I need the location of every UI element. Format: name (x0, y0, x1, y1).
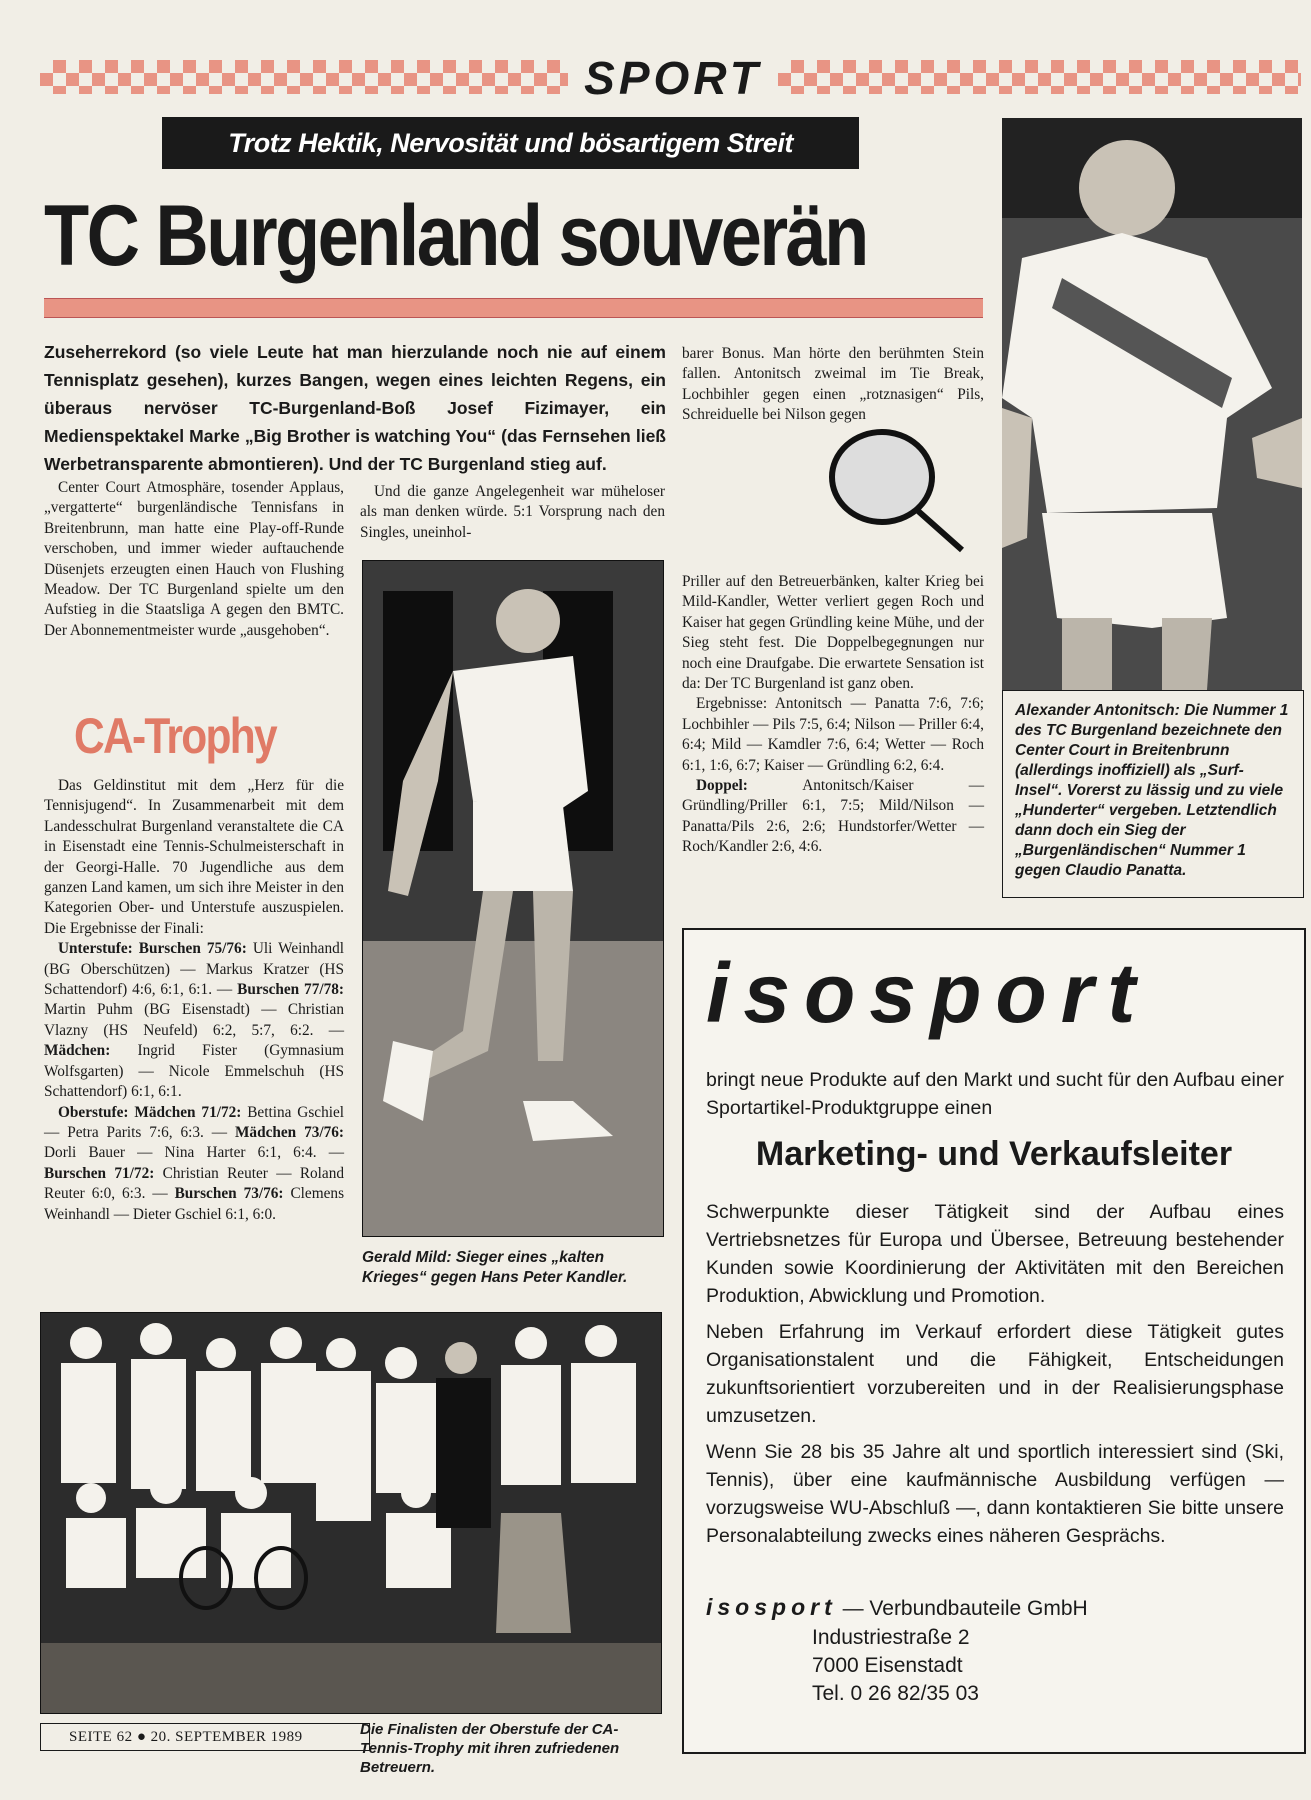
article-lead: Zuseherrekord (so viele Leute hat man hierzulande noch nie auf einem Tennisplatz gesehen), kurzes Bangen, wegen eines leichten Regens, ein überaus nervöser TC-Burgenland-Boß Josef Fizimayer, ein Medienspektakel Marke „Big Brother is watching You“ (das Fernsehen ließ Werbetransparente abmontieren). Und der TC Burgenland stieg auf. (44, 342, 666, 474)
trophy-intro: Das Geldinstitut mit dem „Herz für die Tennisjugend“. In Zusammenarbeit mit dem Landesschulrat Burgenland veranstaltete die CA in Eisenstadt eine Tennis-Schulmeisterschaft in der Georgi-Halle. 70 Jugendliche aus dem ganzen Land kamen, um sich ihre Meister in den Kategorien Ober- und Unterstufe auszuspielen. Die Ergebnisse der Finali: (44, 777, 344, 937)
article-results: Ergebnisse: Antonitsch — Panatta 7:6, 7:6; Lochbihler — Pils 7:5, 6:4; Nilson — Priller 6:4, 6:4; Mild — Kamdler 7:6, 6:4; Wetter — Roch 6:1, 1:6, 6:7; Kaiser — Gründling 6:2, 6:4. (682, 695, 984, 774)
article-col2-text: Und die ganze Angelegenheit war müheloser als man denken würde. 5:1 Vorsprung nach den Singles, uneinhol- (360, 483, 665, 541)
ad-city: 7000 Eisenstadt (812, 1654, 963, 1677)
caption-mild: Gerald Mild: Sieger eines „kalten Krieges“ gegen Hans Peter Kandler. (362, 1249, 628, 1286)
player-mild-illustration (363, 561, 663, 1236)
ad-company (706, 1592, 1296, 1624)
group-illustration (41, 1313, 661, 1713)
article-col3-main-text: Priller auf den Betreuerbänken, kalter Krieg bei Mild-Kandler, Wetter verliert gegen Roch und Kaiser hat gegen Gründling keine Mühe, und der Sieg steht fest. Die Doppelbegegnungen nur noch eine Draufgabe. Die erwartete Sensation ist da: Der TC Burgenland ist ganz oben. (682, 573, 984, 693)
ad-p2: Neben Erfahrung im Verkauf erfordert diese Tätigkeit gutes Organisationstalent und die Fähigkeit, Entscheidungen zukunftsorientiert vorzubereiten und in der Realisierungsphase umzusetzen. (706, 1321, 1284, 1427)
ad-street: Industriestraße 2 (812, 1626, 970, 1649)
trophy-ober-2-label: Mädchen 73/76: (234, 1123, 345, 1141)
kicker: Trotz Hektik, Nervosität und bösartigem Streit (162, 117, 859, 169)
ad-position: Marketing- und Verkaufsleiter (755, 1135, 1233, 1173)
article-col3-top (682, 344, 984, 426)
article-doubles-label: Doppel: (696, 777, 748, 795)
trophy-ober-1: Bettina Gschiel — Petra Parits 7:6, 6:3. — (44, 1103, 345, 1141)
photo-antonitsch (1002, 118, 1302, 690)
checker-band-right (778, 60, 1301, 94)
ad-p1: Schwerpunkte dieser Tätigkeit sind der Aufbau eines Vertriebsnetzes für Europa und Übersee, Betreuung bestehender Kunden sowie Koordinierung der Aktivitäten mit den Bereichen Produktion, Abwicklung und Promotion. (706, 1201, 1284, 1307)
trophy-ober-3: Christian Reuter — Roland Reuter 6:0, 6:3. — (44, 1164, 345, 1203)
trophy-ober-3-label: Burschen 71/72: (44, 1164, 155, 1182)
article-doubles: Antonitsch/Kaiser — Gründling/Priller 6:1, 7:5; Mild/Nilson — Panatta/Pils 2:6, 2:6; Hundstorfer/Wetter — Roch/Kandler 2:6, 4:6. (682, 777, 984, 856)
article-doubles-para (682, 776, 984, 858)
trophy-ober-label: Oberstufe: Mädchen 71/72: (58, 1103, 242, 1121)
article-col3-top-text: barer Bonus. Man hörte den berühmten Stein fallen. Antonitsch zweimal im Tie Break, Lochbihler gegen einen „rotznasigen“ Pils, Schreiduelle bei Nilson gegen (682, 345, 984, 424)
trophy-ober-2: Dorli Bauer — Nina Harter 6:1, 6:4. — (44, 1144, 344, 1162)
caption-group: Die Finalisten der Oberstufe der CA-Tennis-Trophy mit ihren zufriedenen Betreuern. (360, 1721, 620, 1776)
photo-group (40, 1312, 662, 1714)
player-antonitsch-illustration (1002, 118, 1302, 690)
isosport-ad (682, 928, 1306, 1754)
ad-p3: Wenn Sie 28 bis 35 Jahre alt und sportlich interessiert sind (Ski, Tennis), über eine kaufmännische Ausbildung verfügen — vorzugsweise WU-Abschluß —, dann kontaktieren Sie bitte unsere Personalabteilung zwecks eines näheren Gesprächs. (706, 1441, 1284, 1547)
trophy-unter-2-label: Burschen 77/78: (237, 981, 344, 999)
headline-rule (44, 298, 983, 318)
checker-band-left (40, 60, 568, 94)
ad-company-brand: isosport (706, 1594, 837, 1620)
trophy-oberstufe (44, 1103, 344, 1225)
ad-brand: isosport (706, 946, 1150, 1040)
section-label: SPORT (584, 52, 762, 104)
trophy-text (44, 776, 344, 1225)
trophy-unter-label: Unterstufe: Burschen 75/76: (58, 940, 247, 958)
trophy-unterstufe (44, 939, 344, 1102)
trophy-ober-4: Clemens Weinhandl — Dieter Gschiel 6:1, 6:0. (44, 1185, 345, 1223)
trophy-unter-2: Martin Puhm (BG Eisenstadt) — Christian Vlazny (HS Neufeld) 6:2, 5:7, 6:2. — (44, 1001, 344, 1039)
trophy-unter-3-label: Mädchen: (44, 1042, 111, 1060)
trophy-ober-4-label: Burschen 73/76: (174, 1185, 284, 1203)
article-col2 (360, 482, 665, 543)
trophy-heading: CA-Trophy (74, 708, 276, 764)
ad-company-suffix: — Verbundbauteile GmbH (842, 1597, 1088, 1620)
page-footer: SEITE 62 ● 20. SEPTEMBER 1989 (40, 1723, 370, 1751)
trophy-unter-1: Uli Weinhandl (BG Oberschützen) — Markus Kratzer (HS Schattendorf) 4:6, 6:1, 6:1. — (44, 940, 345, 999)
ad-phone: Tel. 0 26 82/35 03 (812, 1682, 979, 1705)
trophy-unter-3: Ingrid Fister (Gymnasium Wolfsgarten) — Nicole Emmelschuh (HS Schattendorf) 6:1, 6:1. (44, 1042, 344, 1101)
headline: TC Burgenland souverän (44, 188, 867, 284)
ad-address (812, 1624, 979, 1708)
photo-gerald-mild (362, 560, 664, 1237)
caption-antonitsch: Alexander Antonitsch: Die Nummer 1 des TC Burgenland bezeichnete den Center Court in Breitenbrunn (allerdings inoffiziell) als „Surf-Insel“. Vorerst zu lässig und zu viele „Hunderter“ vergeben. Letztendlich dann doch ein Sieg der „Burgenländischen“ Nummer 1 gegen Claudio Panatta. (1015, 702, 1289, 879)
article-col3-main (682, 572, 984, 858)
caption-antonitsch-box (1002, 690, 1304, 898)
article-col1 (44, 478, 344, 641)
ad-intro: bringt neue Produkte auf den Markt und sucht für den Aufbau einer Sportartikel-Produktgruppe einen (706, 1069, 1284, 1119)
article-col1-text: Center Court Atmosphäre, tosender Applaus, „vergatterte“ burgenländische Tennisfans in Breitenbrunn, man hatte eine Play-off-Runde verschoben, und immer wieder auftauchende Düsenjets erzeugten einen Hauch von Flushing Meadow. Der TC Burgenland spielte um den Aufstieg in die Staatsliga A gegen den BMTC. Der Abonnementmeister wurde „ausgehoben“. (44, 479, 344, 639)
racket-graphic (822, 425, 972, 555)
